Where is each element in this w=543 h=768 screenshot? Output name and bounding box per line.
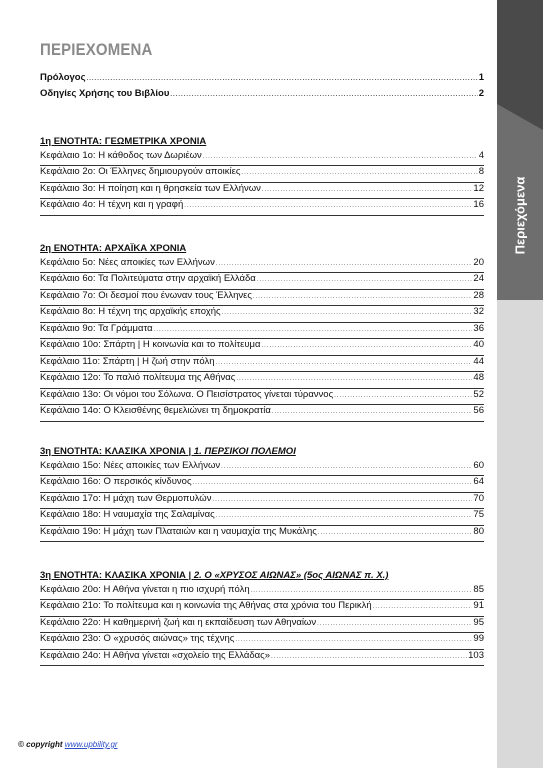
- leader-dots: [212, 493, 472, 504]
- toc-row[interactable]: [40, 183, 484, 200]
- toc-page-number: 64: [473, 476, 484, 487]
- toc-page-number: 56: [473, 405, 484, 416]
- leader-dots: [253, 290, 473, 301]
- sidebar-band: [497, 0, 543, 768]
- toc-entry-title: Κεφάλαιο 12ο: Το παλιό πολίτευμα της Αθήνας: [40, 372, 236, 383]
- toc-page-number: 12: [473, 182, 484, 194]
- toc-entry-title: Κεφάλαιο 1ο: Η κάθοδος των Δωριέων: [40, 149, 202, 161]
- toc-row[interactable]: [40, 372, 484, 389]
- toc-row[interactable]: [40, 339, 484, 356]
- toc-row[interactable]: [40, 150, 484, 167]
- page-title: ΠΕΡΙΕΧΟΜΕΝΑ: [40, 40, 153, 59]
- toc-page-number: 32: [473, 306, 484, 317]
- section-heading: 1η ΕΝΟΤΗΤΑ: ΓΕΩΜΕΤΡΙΚΑ ΧΡΟΝΙΑ: [40, 136, 207, 147]
- toc-entry-title: Κεφάλαιο 14ο: Ο Κλεισθένης θεμελιώνει τη δημοκρατία: [40, 405, 271, 416]
- leader-dots: [271, 650, 467, 661]
- leader-dots: [170, 88, 477, 99]
- toc-entry-title: Κεφάλαιο 7ο: Οι δεσμοί που ένωναν τους Έλληνες: [40, 289, 252, 301]
- toc-entry-title: Κεφάλαιο 22ο: Η καθημερινή ζωή και η εκπαίδευση των Αθηναίων: [40, 616, 317, 628]
- toc-row[interactable]: [40, 306, 484, 323]
- toc-page-number: 24: [473, 273, 484, 284]
- toc-entry-title: Πρόλογος: [40, 72, 86, 83]
- toc-entry-title: Κεφάλαιο 10ο: Σπάρτη | Η κοινωνία και το πολίτευμα: [40, 339, 261, 350]
- toc-page-number: 1: [478, 72, 484, 83]
- toc-page-number: 52: [473, 388, 484, 400]
- toc-page-number: 103: [468, 649, 484, 661]
- toc-section-3: [40, 444, 484, 542]
- toc-entry-title: Οδηγίες Χρήσης του Βιβλίου: [40, 87, 170, 99]
- toc-row[interactable]: [40, 72, 484, 88]
- toc-row[interactable]: [40, 356, 484, 373]
- toc-row[interactable]: [40, 405, 484, 422]
- leader-dots: [235, 633, 472, 644]
- leader-dots: [216, 257, 473, 268]
- leader-dots: [251, 584, 473, 595]
- leader-dots: [222, 306, 473, 317]
- leader-dots: [317, 617, 472, 628]
- toc-entry-title: Κεφάλαιο 21ο: Το πολίτευμα και η κοινωνία της Αθήνας στα χρόνια του Περικλή: [40, 600, 372, 611]
- toc-entry-title: Κεφάλαιο 5ο: Νέες αποικίες των Ελλήνων: [40, 256, 215, 268]
- footer: [18, 740, 118, 749]
- toc-row[interactable]: [40, 633, 484, 650]
- contents-tab-label: Περιεχόμενα: [512, 176, 528, 254]
- toc-row[interactable]: [40, 257, 484, 274]
- toc-row[interactable]: [40, 460, 484, 477]
- toc-entry-title: Κεφάλαιο 15ο: Νέες αποικίες των Ελλήνων: [40, 459, 221, 471]
- toc-section-2: [40, 241, 484, 422]
- toc-page-number: 99: [473, 633, 484, 644]
- toc-entry-title: Κεφάλαιο 19ο: Η μάχη των Πλαταιών και η ναυμαχία της Μυκάλης: [40, 525, 317, 537]
- leader-dots: [262, 183, 473, 194]
- toc-page-number: 8: [478, 166, 484, 177]
- front-matter: [40, 72, 484, 103]
- toc-row[interactable]: [40, 389, 484, 406]
- toc-entry-title: Κεφάλαιο 20ο: Η Αθήνα γίνεται η πιο ισχυρή πόλη: [40, 583, 250, 595]
- toc-entry-title: Κεφάλαιο 13ο: Οι νόμοι του Σόλωνα. Ο Πεισίστρατος γίνεται τύραννος: [40, 388, 334, 400]
- toc-page-number: 60: [473, 459, 484, 471]
- leader-dots: [87, 72, 478, 83]
- toc-page-number: 48: [473, 372, 484, 383]
- leader-dots: [373, 600, 473, 611]
- toc-page-number: 75: [473, 509, 484, 520]
- toc-row[interactable]: [40, 526, 484, 543]
- leader-dots: [216, 356, 473, 367]
- leader-dots: [241, 166, 477, 177]
- toc-entry-title: Κεφάλαιο 8ο: Η τέχνη της αρχαϊκής εποχής: [40, 306, 221, 317]
- toc-page-number: 20: [473, 256, 484, 268]
- toc-entry-title: Κεφάλαιο 18ο: Η ναυμαχία της Σαλαμίνας: [40, 509, 215, 520]
- toc-entry-title: Κεφάλαιο 2ο: Οι Έλληνες δημιουργούν αποικίες: [40, 166, 241, 177]
- leader-dots: [193, 476, 473, 487]
- toc-entry-title: Κεφάλαιο 16ο: Ο περσικός κίνδυνος: [40, 476, 192, 487]
- contents-tab-label-wrap: [497, 130, 543, 300]
- toc-row[interactable]: [40, 88, 484, 104]
- toc-page-number: 80: [473, 525, 484, 537]
- leader-dots: [221, 460, 472, 471]
- toc-row[interactable]: [40, 290, 484, 307]
- toc-page-number: 16: [473, 199, 484, 210]
- section-heading: 3η ΕΝΟΤΗΤΑ: ΚΛΑΣΙΚΑ ΧΡΟΝΙΑ | 2. Ο «ΧΡΥΣΟΣ ΑΙΩΝΑΣ» (5ος ΑΙΩΝΑΣ π. Χ.): [40, 570, 389, 581]
- toc-row[interactable]: [40, 600, 484, 617]
- toc-entry-title: Κεφάλαιο 4ο: Η τέχνη και η γραφή: [40, 199, 184, 210]
- copyright-text: © copyright: [18, 740, 63, 749]
- leader-dots: [334, 389, 472, 400]
- toc-row[interactable]: [40, 493, 484, 510]
- toc-row[interactable]: [40, 323, 484, 340]
- toc-page-number: 44: [473, 355, 484, 367]
- website-link[interactable]: www.upbility.gr: [64, 740, 118, 749]
- toc-entry-title: Κεφάλαιο 17ο: Η μάχη των Θερμοπυλών: [40, 492, 212, 504]
- toc-entry-title: Κεφάλαιο 11ο: Σπάρτη | Η ζωή στην πόλη: [40, 355, 215, 367]
- leader-dots: [318, 526, 473, 537]
- leader-dots: [184, 199, 472, 210]
- toc-page-number: 70: [473, 492, 484, 504]
- toc-page-number: 40: [473, 339, 484, 350]
- toc-page-number: 4: [478, 149, 484, 161]
- leader-dots: [154, 323, 473, 334]
- leader-dots: [257, 273, 473, 284]
- toc-page-number: 36: [473, 322, 484, 334]
- toc-page-number: 91: [473, 600, 484, 611]
- toc-row[interactable]: [40, 199, 484, 216]
- toc-row[interactable]: [40, 617, 484, 634]
- toc-section-1: [40, 134, 484, 216]
- toc-row[interactable]: [40, 166, 484, 183]
- toc-row[interactable]: [40, 476, 484, 493]
- toc-page-number: 2: [478, 87, 484, 99]
- toc-row[interactable]: [40, 650, 484, 667]
- toc-row[interactable]: [40, 584, 484, 601]
- toc-page-number: 85: [473, 583, 484, 595]
- toc-entry-title: Κεφάλαιο 6ο: Τα Πολιτεύματα στην αρχαϊκή Ελλάδα: [40, 273, 256, 284]
- leader-dots: [216, 509, 473, 520]
- toc-row[interactable]: [40, 273, 484, 290]
- leader-dots: [203, 150, 478, 161]
- toc-page-number: 95: [473, 616, 484, 628]
- section-heading: 2η ΕΝΟΤΗΤΑ: ΑΡΧΑΪΚΑ ΧΡΟΝΙΑ: [40, 243, 187, 254]
- leader-dots: [262, 339, 473, 350]
- toc-section-4: [40, 568, 484, 666]
- leader-dots: [236, 372, 472, 383]
- toc-entry-title: Κεφάλαιο 24ο: Η Αθήνα γίνεται «σχολείο της Ελλάδας»: [40, 649, 271, 661]
- section-heading: 3η ΕΝΟΤΗΤΑ: ΚΛΑΣΙΚΑ ΧΡΟΝΙΑ | 1. ΠΕΡΣΙΚΟΙ ΠΟΛΕΜΟΙ: [40, 446, 296, 457]
- leader-dots: [272, 405, 473, 416]
- toc-entry-title: Κεφάλαιο 23ο: Ο «χρυσός αιώνας» της τέχνης: [40, 633, 235, 644]
- toc-entry-title: Κεφάλαιο 3ο: Η ποίηση και η θρησκεία των Ελλήνων: [40, 182, 261, 194]
- toc-row[interactable]: [40, 509, 484, 526]
- toc-entry-title: Κεφάλαιο 9ο: Τα Γράμματα: [40, 322, 153, 334]
- toc-page-number: 28: [473, 289, 484, 301]
